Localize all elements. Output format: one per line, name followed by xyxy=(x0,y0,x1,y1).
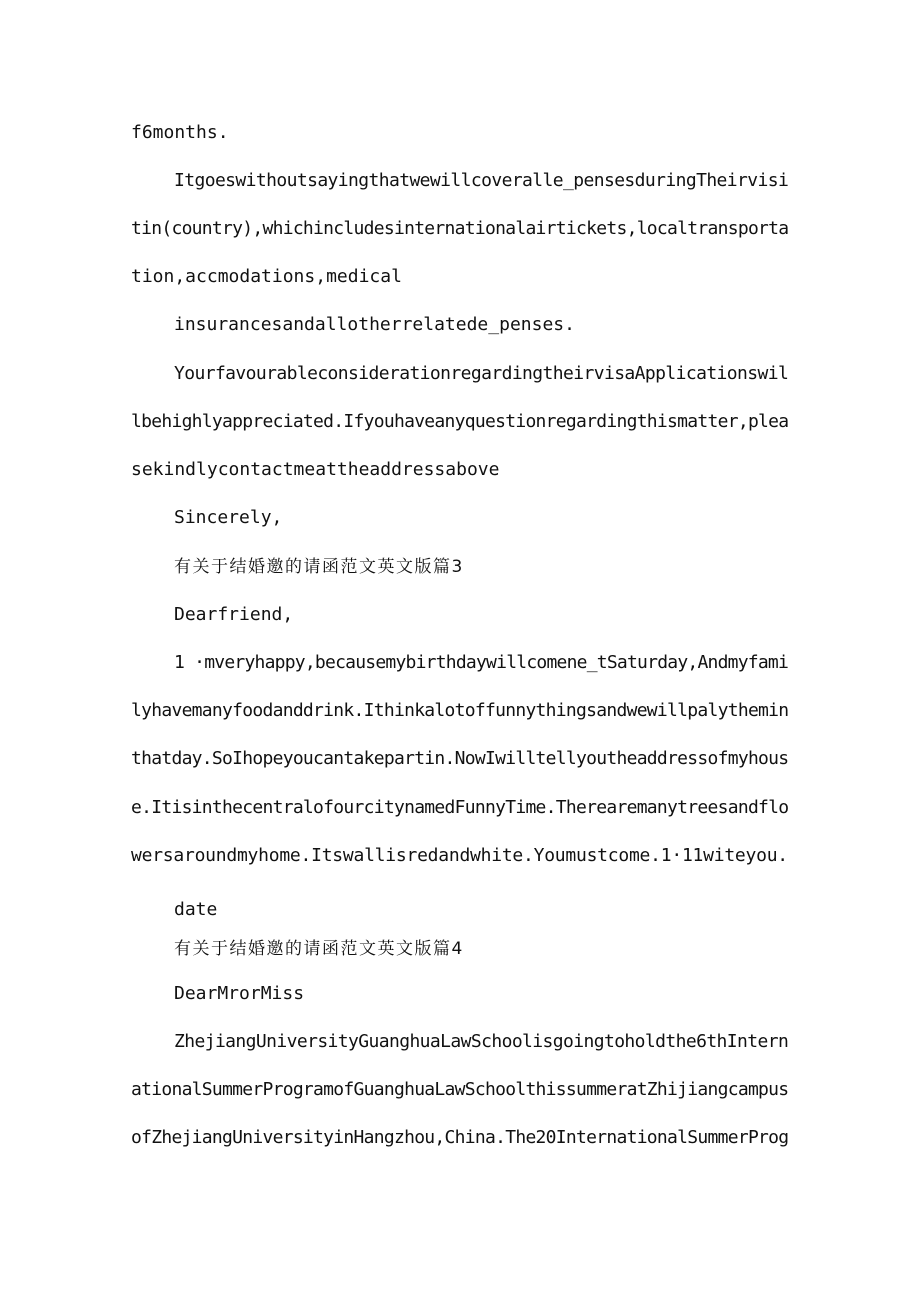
closing-line: Sincerely, xyxy=(174,507,283,528)
text-line: lbehighlyappreciated.Ifyouhaveanyquestionregardingthismatter,plea xyxy=(131,411,789,432)
salutation-line: Dearfriend, xyxy=(174,604,294,625)
text-line: ationalSummerProgramofGuanghuaLawSchoolthissummeratZhijiangcampus xyxy=(131,1079,789,1100)
text-line: thatday.SoIhopeyoucantakepartin.NowIwilltellyoutheaddressofmyhous xyxy=(131,748,789,769)
text-line: f6months. xyxy=(131,122,229,143)
text-line: ZhejiangUniversityGuanghuaLawSchoolisgoingtoholdthe6thIntern xyxy=(174,1031,789,1052)
text-line: YourfavourableconsiderationregardingtheirvisaApplicationswil xyxy=(174,363,789,384)
salutation-line: DearMrorMiss xyxy=(174,983,305,1004)
section-heading: 有关于结婚邀的请函范文英文版篇3 xyxy=(174,557,464,577)
text-line: tin(country),whichincludesinternationalairtickets,localtransporta xyxy=(131,218,789,239)
text-line: insurancesandallotherrelatede_penses. xyxy=(174,314,575,335)
text-line: tion,accmodations,medical xyxy=(131,266,402,287)
text-line: wersaroundmyhome.Itswallisredandwhite.Youmustcome.1·11witeyou. xyxy=(131,845,788,866)
text-line: 1 ·mveryhappy,becausemybirthdaywillcomene_tSaturday,Andmyfami xyxy=(174,652,789,673)
text-line: sekindlycontactmeattheaddressabove xyxy=(131,459,500,480)
text-line: e.ItisinthecentralofourcitynamedFunnyTime.Therearemanytreesandflo xyxy=(131,797,789,818)
text-line: ofZhejiangUniversityinHangzhou,China.The20InternationalSummerProg xyxy=(131,1127,789,1148)
section-heading: 有关于结婚邀的请函范文英文版篇4 xyxy=(174,939,464,959)
text-line: Itgoeswithoutsayingthatwewillcoveralle_pensesduringTheirvisi xyxy=(174,170,789,191)
text-line: lyhavemanyfoodanddrink.Ithinkalotoffunnythingsandwewillpalythemin xyxy=(131,700,789,721)
date-line: date xyxy=(174,899,218,920)
